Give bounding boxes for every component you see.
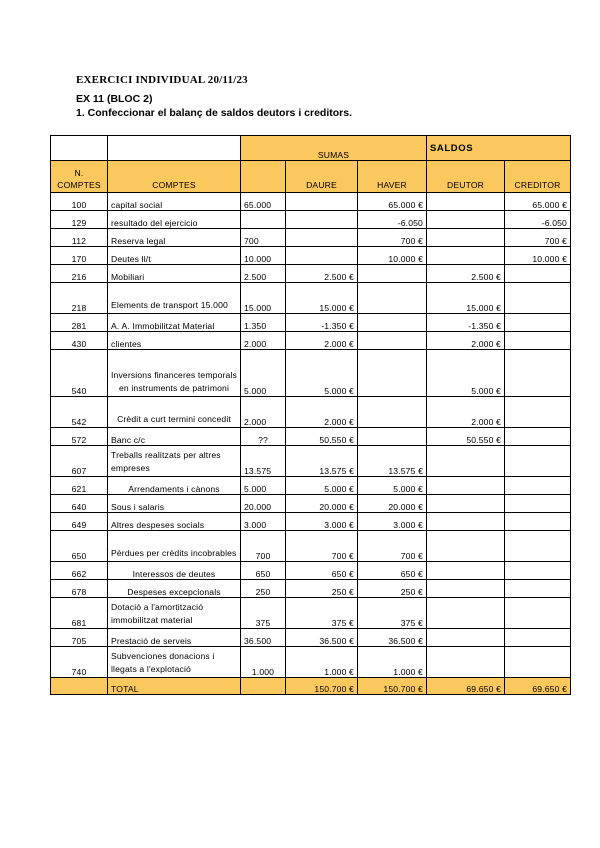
daure-value [286,247,358,265]
account-name: resultado del ejercicio [108,211,241,229]
deutor-value: -1.350 € [427,314,505,332]
account-number: 621 [51,477,108,495]
account-amount: 2.000 [241,332,286,350]
daure-value: 50.550 € [286,428,358,446]
deutor-value [427,247,505,265]
haver-value [358,350,427,397]
daure-value: 700 € [286,531,358,562]
creditor-value: -6.050 [505,211,571,229]
empty-cell [108,136,241,161]
total-creditor: 69.650 € [505,678,571,695]
haver-value: 700 € [358,229,427,247]
account-amount: 2.000 [241,397,286,428]
haver-value: 3.000 € [358,513,427,531]
account-amount: 10.000 [241,247,286,265]
daure-value: 15.000 € [286,283,358,314]
creditor-value [505,562,571,580]
account-number: 740 [51,647,108,678]
haver-value: 20.000 € [358,495,427,513]
deutor-value: 2.000 € [427,332,505,350]
account-number: 607 [51,446,108,477]
account-amount: 5.000 [241,477,286,495]
haver-value: 650 € [358,562,427,580]
account-name: Mobiliari [108,265,241,283]
creditor-value [505,477,571,495]
daure-value: 250 € [286,580,358,598]
total-haver: 150.700 € [358,678,427,695]
daure-value: 1.000 € [286,647,358,678]
deutor-value: 2.000 € [427,397,505,428]
account-name: Pèrdues per crèdits incobrables [108,531,241,562]
creditor-value [505,332,571,350]
deutor-value [427,446,505,477]
deutor-value [427,477,505,495]
account-number: 681 [51,598,108,629]
account-number: 662 [51,562,108,580]
account-number: 170 [51,247,108,265]
deutor-value [427,193,505,211]
deutor-value [427,229,505,247]
account-name: Subvenciones donacions i llegats a l'explotació [108,647,241,678]
account-number: 218 [51,283,108,314]
col-header-comptes: COMPTES [108,161,241,193]
balance-table [50,135,571,695]
creditor-value [505,513,571,531]
deutor-value [427,513,505,531]
account-number: 650 [51,531,108,562]
table-row [51,332,571,350]
account-name: clientes [108,332,241,350]
total-label: TOTAL [108,678,241,695]
table-row [51,446,571,477]
account-number: 678 [51,580,108,598]
daure-value [286,229,358,247]
haver-value: 250 € [358,580,427,598]
table-row [51,580,571,598]
creditor-value [505,397,571,428]
exercise-heading: EXERCICI INDIVIDUAL 20/11/23 [76,74,248,86]
table-row [51,350,571,397]
haver-value: 700 € [358,531,427,562]
account-number: 100 [51,193,108,211]
table-row [51,265,571,283]
daure-value: 20.000 € [286,495,358,513]
empty-cell [241,678,286,695]
sumas-header: SUMAS [241,136,427,161]
account-number: 572 [51,428,108,446]
account-amount: 5.000 [241,350,286,397]
haver-value: 36.500 € [358,629,427,647]
deutor-value: 2.500 € [427,265,505,283]
haver-value: 65.000 € [358,193,427,211]
account-name: Crèdit a curt termini concedit [108,397,241,428]
account-number: 640 [51,495,108,513]
col-header-amount [241,161,286,193]
daure-value: 3.000 € [286,513,358,531]
account-amount: 2.500 [241,265,286,283]
daure-value [286,211,358,229]
account-amount: 700 [241,229,286,247]
table-row [51,562,571,580]
col-header-daure: DAURE [286,161,358,193]
table-row [51,229,571,247]
table-row [51,513,571,531]
account-amount: 3.000 [241,513,286,531]
total-row [51,678,571,695]
deutor-value: 50.550 € [427,428,505,446]
deutor-value [427,531,505,562]
account-name: Interessos de deutes [108,562,241,580]
task-statement: 1. Confeccionar el balanç de saldos deutors i creditors. [76,107,352,119]
haver-value: 10.000 € [358,247,427,265]
account-name: capital social [108,193,241,211]
creditor-value: 10.000 € [505,247,571,265]
deutor-value [427,562,505,580]
table-row [51,477,571,495]
daure-value: 2.000 € [286,332,358,350]
account-name: A. A. Immobilitzat Material [108,314,241,332]
haver-value: -6.050 [358,211,427,229]
account-name: Reserva legal [108,229,241,247]
daure-value: -1.350 € [286,314,358,332]
account-number: 430 [51,332,108,350]
empty-cell [51,136,108,161]
creditor-value [505,598,571,629]
creditor-value: 700 € [505,229,571,247]
table-row [51,647,571,678]
daure-value: 5.000 € [286,350,358,397]
haver-value [358,283,427,314]
table-row [51,598,571,629]
creditor-value: 65.000 € [505,193,571,211]
deutor-value [427,580,505,598]
col-header-haver: HAVER [358,161,427,193]
haver-value [358,397,427,428]
table-row [51,629,571,647]
account-amount: 65.000 [241,193,286,211]
account-amount: 15.000 [241,283,286,314]
deutor-value [427,211,505,229]
account-name: Prestació de serveis [108,629,241,647]
table-row [51,283,571,314]
account-name: Despeses excepcionals [108,580,241,598]
daure-value: 2.500 € [286,265,358,283]
account-number: 542 [51,397,108,428]
deutor-value: 15.000 € [427,283,505,314]
deutor-value [427,647,505,678]
creditor-value [505,428,571,446]
account-number: 216 [51,265,108,283]
group-header-row [51,136,571,161]
table-row [51,428,571,446]
total-daure: 150.700 € [286,678,358,695]
account-name: Elements de transport 15.000 [108,283,241,314]
total-deutor: 69.650 € [427,678,505,695]
table-row [51,247,571,265]
creditor-value [505,580,571,598]
column-header-row [51,161,571,193]
account-name: Dotació a l'amortització immobilitzat material [108,598,241,629]
empty-cell [51,678,108,695]
account-number: 112 [51,229,108,247]
col-header-deutor: DEUTOR [427,161,505,193]
haver-value [358,265,427,283]
col-header-ncomptes: N. COMPTES [51,161,108,193]
daure-value: 650 € [286,562,358,580]
account-number: 705 [51,629,108,647]
table-row [51,193,571,211]
account-name: Sous i salaris [108,495,241,513]
daure-value: 36.500 € [286,629,358,647]
deutor-value: 5.000 € [427,350,505,397]
haver-value: 5.000 € [358,477,427,495]
account-amount: 1.350 [241,314,286,332]
daure-value: 375 € [286,598,358,629]
daure-value [286,193,358,211]
account-amount: 1.000 [241,647,286,678]
col-header-creditor: CREDITOR [505,161,571,193]
table-row [51,314,571,332]
account-name: Altres despeses socials [108,513,241,531]
daure-value: 2.000 € [286,397,358,428]
deutor-value [427,598,505,629]
haver-value: 1.000 € [358,647,427,678]
account-amount [241,211,286,229]
daure-value: 5.000 € [286,477,358,495]
deutor-value [427,495,505,513]
account-amount: 650 [241,562,286,580]
haver-value [358,428,427,446]
deutor-value [427,629,505,647]
creditor-value [505,446,571,477]
account-name: Inversions financeres temporals en instruments de patrimoni [108,350,241,397]
table-row [51,495,571,513]
account-number: 281 [51,314,108,332]
table-row [51,531,571,562]
haver-value: 13.575 € [358,446,427,477]
account-amount: 250 [241,580,286,598]
table-row [51,397,571,428]
saldos-header: SALDOS [427,136,571,161]
haver-value: 375 € [358,598,427,629]
creditor-value [505,350,571,397]
account-name: Deutes ll/t [108,247,241,265]
account-amount: 20.000 [241,495,286,513]
exercise-number: EX 11 (BLOC 2) [76,93,153,105]
creditor-value [505,283,571,314]
account-amount: ?? [241,428,286,446]
creditor-value [505,265,571,283]
daure-value: 13.575 € [286,446,358,477]
account-number: 540 [51,350,108,397]
account-amount: 700 [241,531,286,562]
table-row [51,211,571,229]
creditor-value [505,629,571,647]
account-amount: 13.575 [241,446,286,477]
creditor-value [505,531,571,562]
creditor-value [505,314,571,332]
account-amount: 375 [241,598,286,629]
account-number: 129 [51,211,108,229]
account-amount: 36.500 [241,629,286,647]
account-number: 649 [51,513,108,531]
haver-value [358,332,427,350]
haver-value [358,314,427,332]
account-name: Arrendaments i cànons [108,477,241,495]
account-name: Treballs realitzats per altres empreses [108,446,241,477]
creditor-value [505,647,571,678]
creditor-value [505,495,571,513]
account-name: Banc c/c [108,428,241,446]
